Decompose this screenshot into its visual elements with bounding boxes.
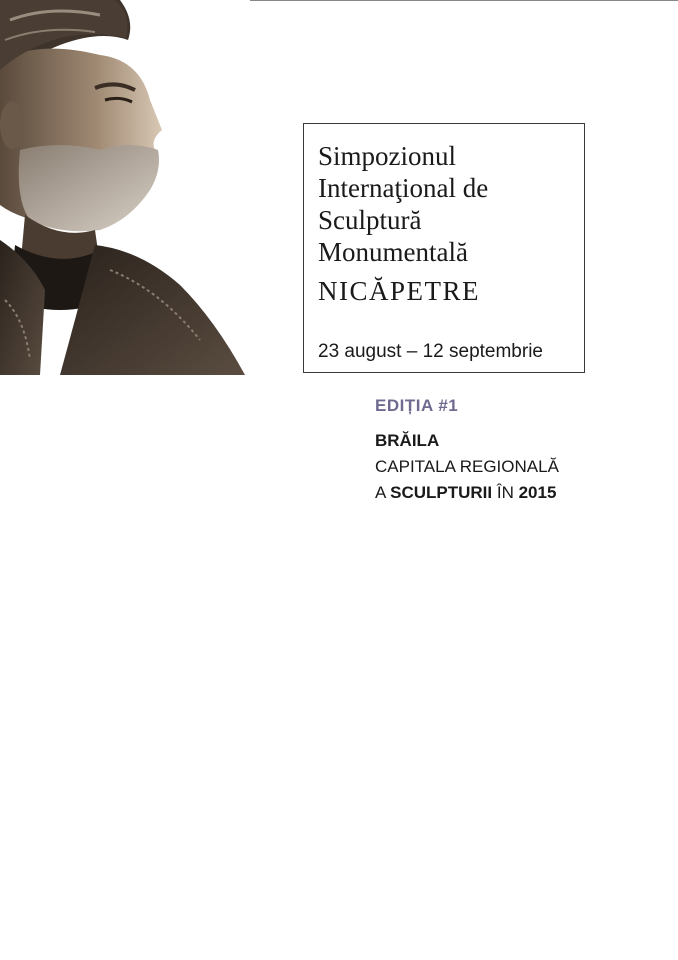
capital-prefix: A bbox=[375, 483, 391, 502]
event-dates: 23 august – 12 septembrie bbox=[318, 341, 543, 362]
sculpture-word: SCULPTURII bbox=[390, 483, 493, 502]
title-line: Monumentală bbox=[318, 237, 468, 267]
capital-line-3 bbox=[375, 480, 665, 506]
title-line: Internaţional de bbox=[318, 173, 489, 203]
artist-name: NICĂPETRE bbox=[318, 276, 480, 306]
capital-line: CAPITALA REGIONALĂ bbox=[375, 457, 559, 476]
portrait-photo bbox=[0, 0, 250, 375]
capital-block bbox=[375, 428, 665, 506]
title-line: Simpozionul bbox=[318, 141, 457, 171]
capital-mid: ÎN bbox=[492, 483, 519, 502]
event-title bbox=[318, 140, 580, 268]
title-line: Sculptură bbox=[318, 205, 422, 235]
edition-label: EDIȚIA #1 bbox=[375, 396, 459, 415]
year: 2015 bbox=[518, 483, 557, 502]
city-name: BRĂILA bbox=[375, 431, 440, 450]
event-title-box bbox=[303, 123, 585, 373]
